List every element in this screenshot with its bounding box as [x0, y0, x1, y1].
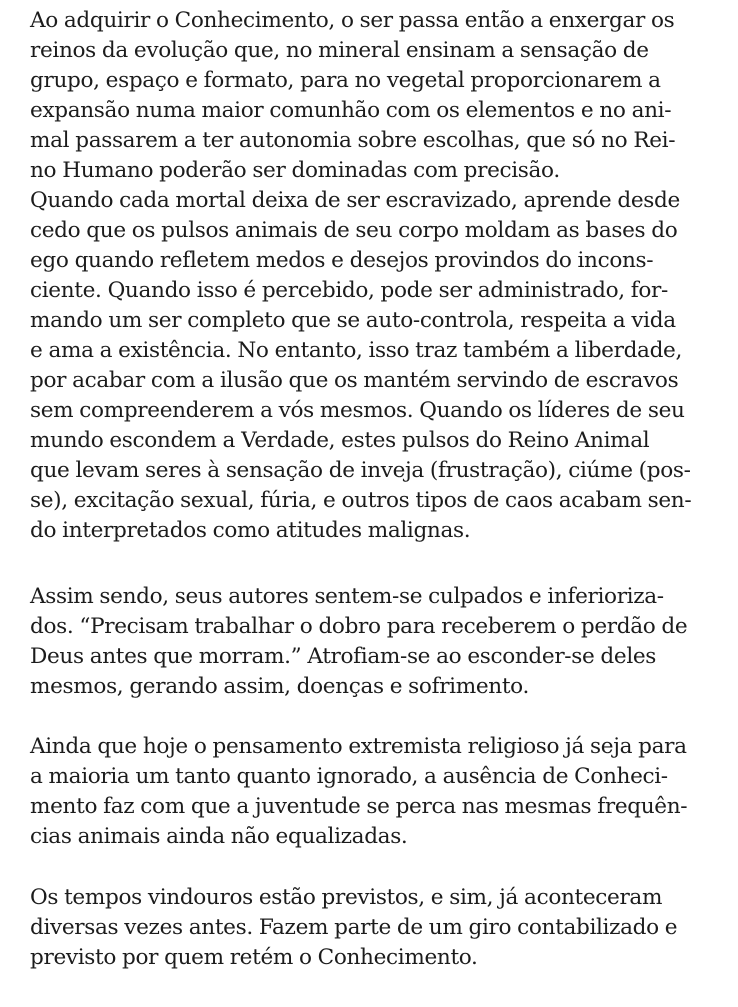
text-line: ego quando refletem medos e desejos provindos do incons-	[30, 248, 654, 273]
text-line: grupo, espaço e formato, para no vegetal proporcionarem a	[30, 68, 661, 93]
paragraph-juventude	[30, 732, 687, 852]
text-line: dos. “Precisam trabalhar o dobro para receberem o perdão de	[30, 614, 688, 639]
text-line: por acabar com a ilusão que os mantém servindo de escravos	[30, 368, 679, 393]
text-line: e ama a existência. No entanto, isso traz também a liberdade,	[30, 338, 682, 363]
text-line: Os tempos vindouros estão previstos, e sim, já aconteceram	[30, 885, 663, 910]
text-line: reinos da evolução que, no mineral ensinam a sensação de	[30, 38, 649, 63]
text-line: Ainda que hoje o pensamento extremista religioso já seja para	[30, 734, 687, 759]
text-line: Ao adquirir o Conhecimento, o ser passa então a enxergar os	[30, 8, 675, 33]
text-line: que levam seres à sensação de inveja (frustração), ciúme (pos-	[30, 458, 691, 483]
text-line: diversas vezes antes. Fazem parte de um giro contabilizado e	[30, 915, 678, 940]
text-line: a maioria um tanto quanto ignorado, a ausência de Conheci-	[30, 764, 668, 789]
text-line: sem compreenderem a vós mesmos. Quando os líderes de seu	[30, 398, 685, 423]
text-line: previsto por quem retém o Conhecimento.	[30, 945, 478, 970]
paragraph-tempos-vindouros	[30, 883, 677, 973]
text-line: mal passarem a ter autonomia sobre escolhas, que só no Rei-	[30, 128, 676, 153]
text-line: Deus antes que morram.” Atrofiam-se ao esconder-se deles	[30, 644, 657, 669]
text-line: mando um ser completo que se auto-controla, respeita a vida	[30, 308, 676, 333]
text-line: se), excitação sexual, fúria, e outros tipos de caos acabam sen-	[30, 488, 692, 513]
text-line: mesmos, gerando assim, doenças e sofrimento.	[30, 674, 529, 699]
paragraph-culpa	[30, 582, 687, 702]
text-line: do interpretados como atitudes malignas.	[30, 518, 471, 543]
text-line: cedo que os pulsos animais de seu corpo moldam as bases do	[30, 218, 678, 243]
text-line: cias animais ainda não equalizadas.	[30, 824, 408, 849]
text-line: Quando cada mortal deixa de ser escravizado, aprende desde	[30, 188, 680, 213]
text-line: expansão numa maior comunhão com os elementos e no ani-	[30, 98, 672, 123]
text-line: mundo escondem a Verdade, estes pulsos do Reino Animal	[30, 428, 650, 453]
text-line: mento faz com que a juventude se perca nas mesmas frequên-	[30, 794, 688, 819]
text-line: Assim sendo, seus autores sentem-se culpados e inferioriza-	[30, 584, 664, 609]
text-line: ciente. Quando isso é percebido, pode ser administrado, for-	[30, 278, 668, 303]
paragraph-conhecimento-reinos	[30, 6, 691, 546]
text-line: no Humano poderão ser dominadas com precisão.	[30, 158, 560, 183]
